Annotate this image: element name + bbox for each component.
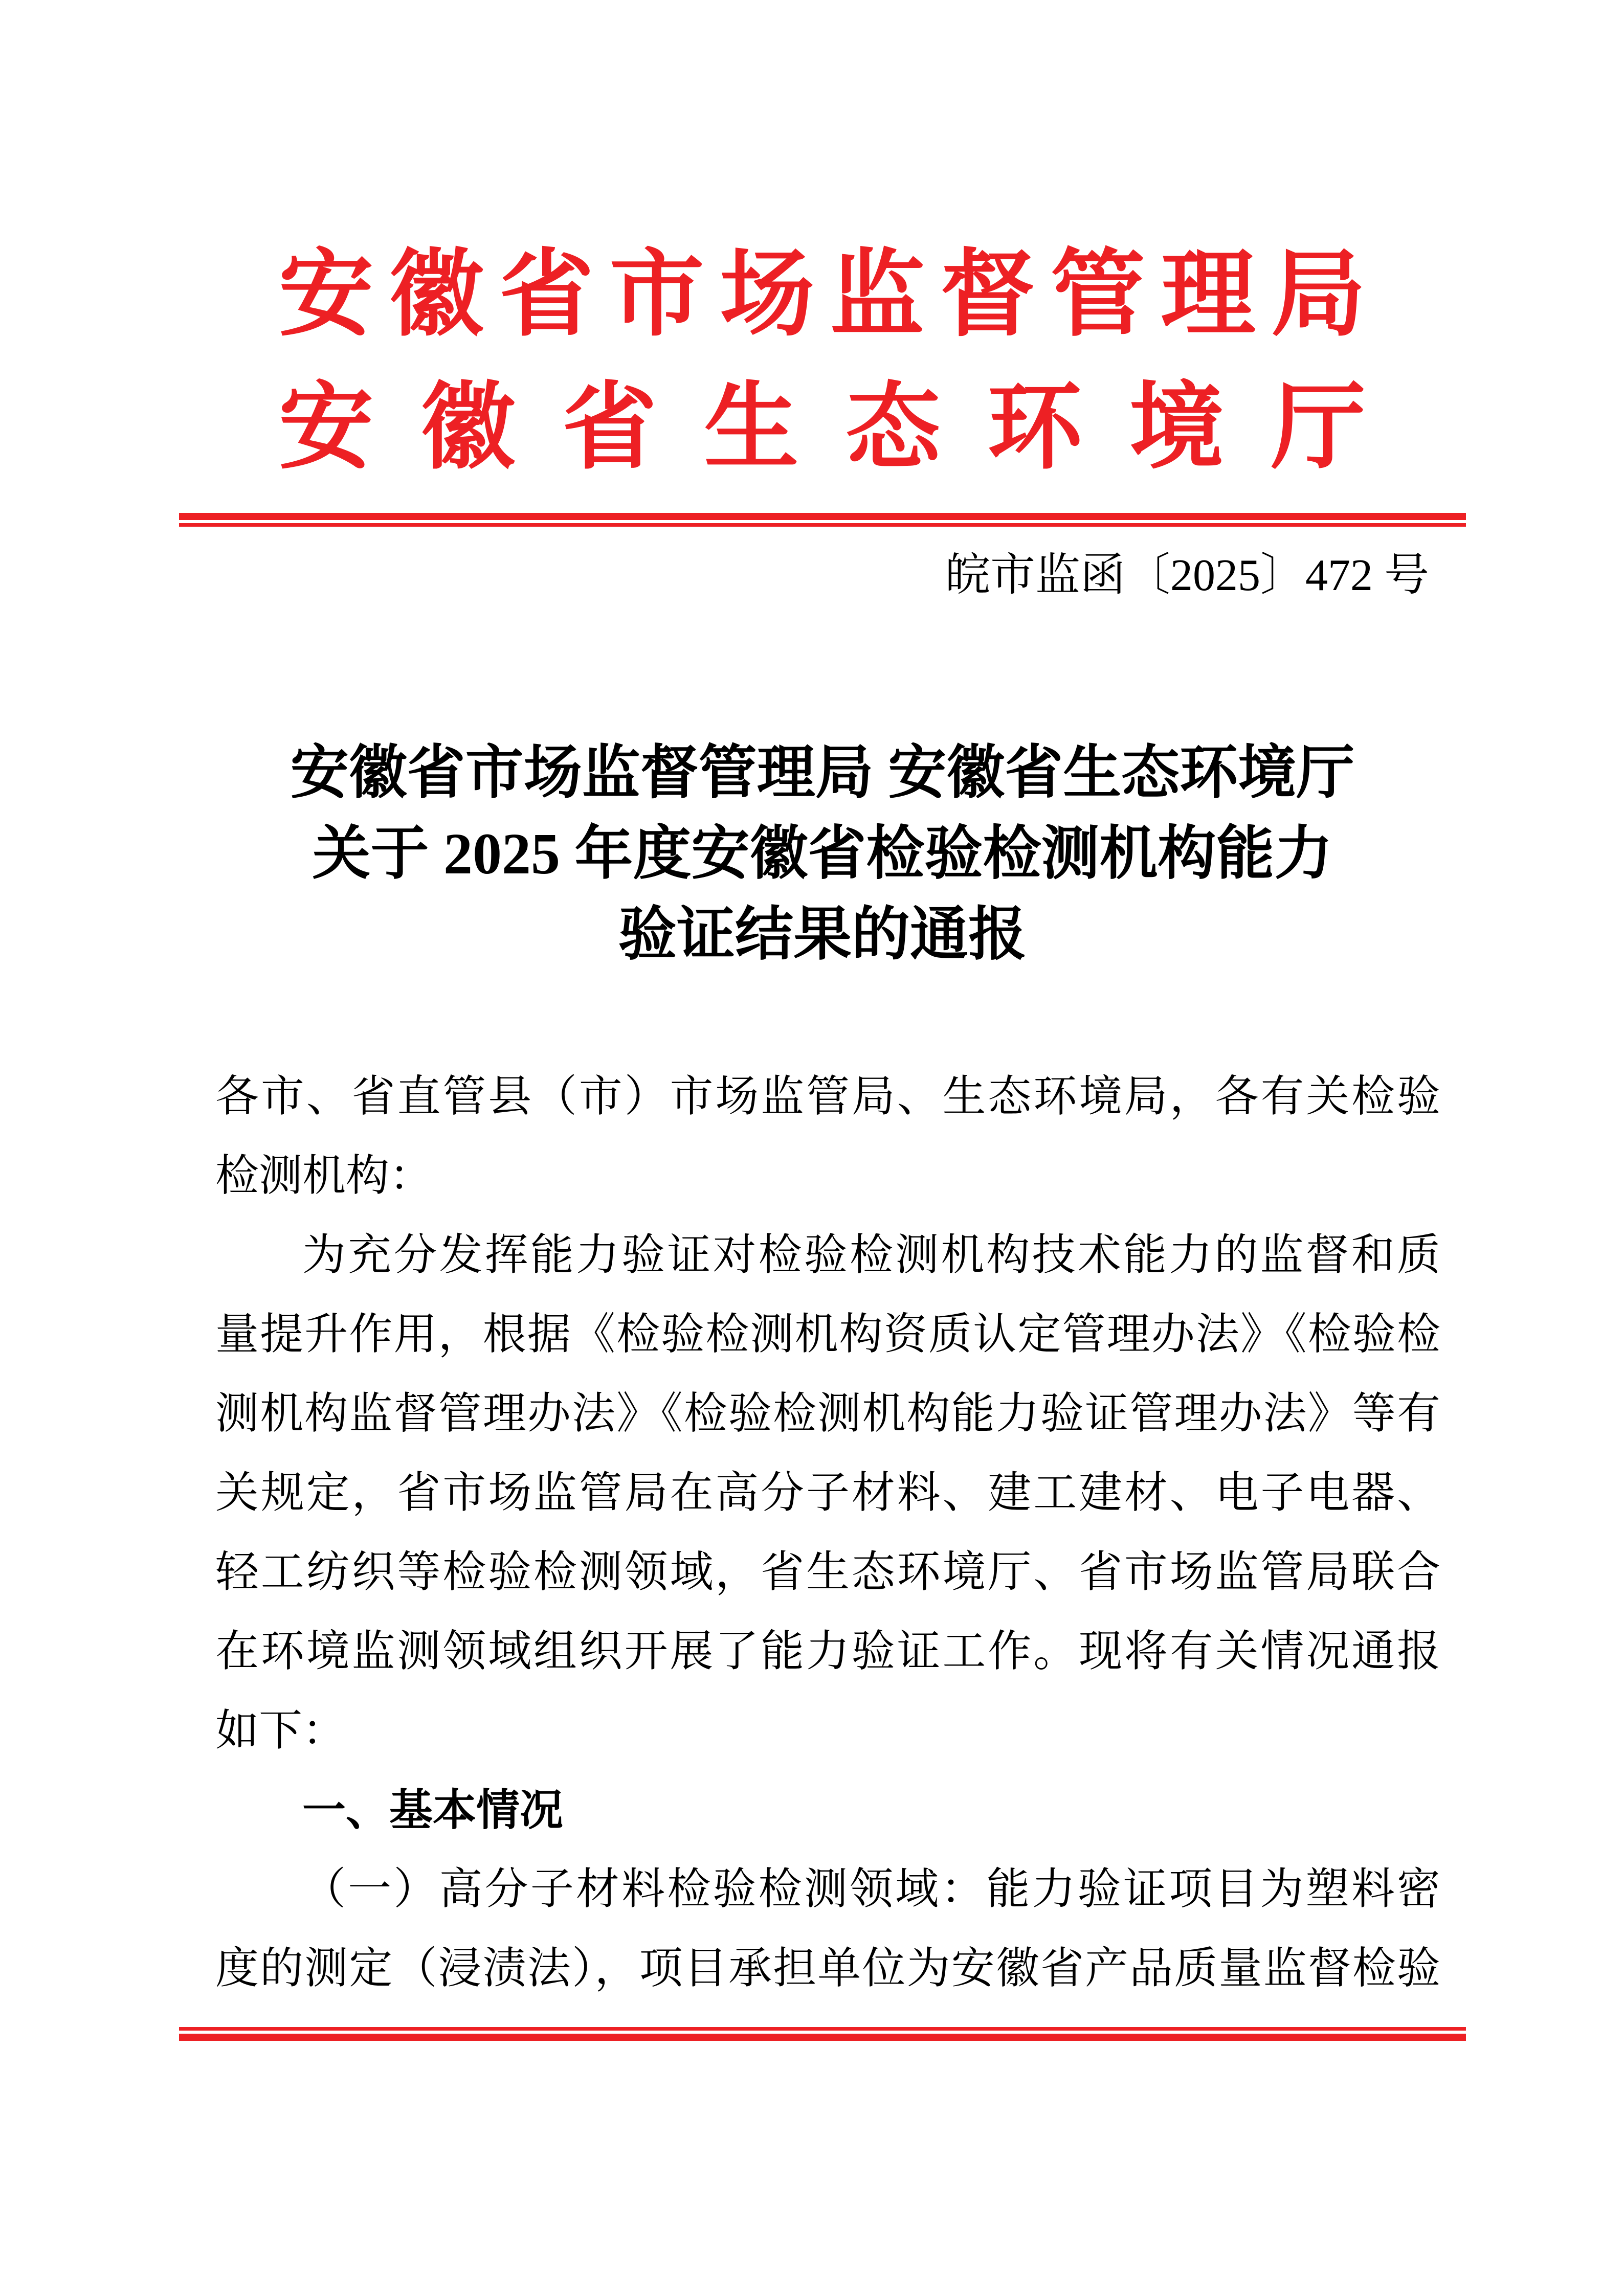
title-line-2: 关于 2025 年度安徽省检验检测机构能力 bbox=[312, 821, 1333, 886]
body-line: 度的测定（浸渍法），项目承担单位为安徽省产品质量监督检验 bbox=[215, 1945, 1440, 1993]
body-line: 轻工纺织等检验检测领域，省生态环境厅、省市场监管局联合 bbox=[215, 1548, 1440, 1596]
thin-rule bbox=[179, 2027, 1466, 2031]
thin-rule bbox=[179, 523, 1466, 527]
body-line: 为充分发挥能力验证对检验检测机构技术能力的监督和质 bbox=[302, 1231, 1440, 1279]
body-section-heading: 一、基本情况 bbox=[302, 1786, 564, 1835]
title-line-1: 安徽省市场监督管理局 安徽省生态环境厅 bbox=[290, 740, 1355, 805]
agency-name-line-1: 安徽省市场监督管理局 bbox=[279, 243, 1366, 348]
agency-name-line-2: 安徽省生态环境厅 bbox=[279, 376, 1366, 481]
body-line: 量提升作用，根据《检验检测机构资质认定管理办法》《检验检 bbox=[215, 1311, 1440, 1359]
red-separator-bottom bbox=[179, 2027, 1466, 2041]
body-line: 检测机构： bbox=[215, 1152, 433, 1200]
title-line-3: 验证结果的通报 bbox=[618, 902, 1027, 967]
body-line: 在环境监测领域组织开展了能力验证工作。现将有关情况通报 bbox=[215, 1628, 1440, 1676]
red-separator-top bbox=[179, 513, 1466, 527]
body-line: 测机构监督管理办法》《检验检测机构能力验证管理办法》等有 bbox=[215, 1390, 1440, 1438]
document-body bbox=[215, 1057, 1440, 2009]
body-line: 如下： bbox=[215, 1707, 346, 1755]
document-title bbox=[179, 733, 1466, 975]
body-line: 各市、省直管县（市）市场监管局、生态环境局，各有关检验 bbox=[215, 1073, 1440, 1121]
letterhead bbox=[279, 229, 1366, 495]
thick-rule bbox=[179, 2034, 1466, 2041]
doc-number: 皖市监函〔2025〕472 号 bbox=[945, 551, 1429, 600]
body-line: 关规定，省市场监管局在高分子材料、建工建材、电子电器、 bbox=[215, 1469, 1440, 1517]
thick-rule bbox=[179, 513, 1466, 520]
body-line: （一）高分子材料检验检测领域：能力验证项目为塑料密 bbox=[302, 1865, 1440, 1914]
